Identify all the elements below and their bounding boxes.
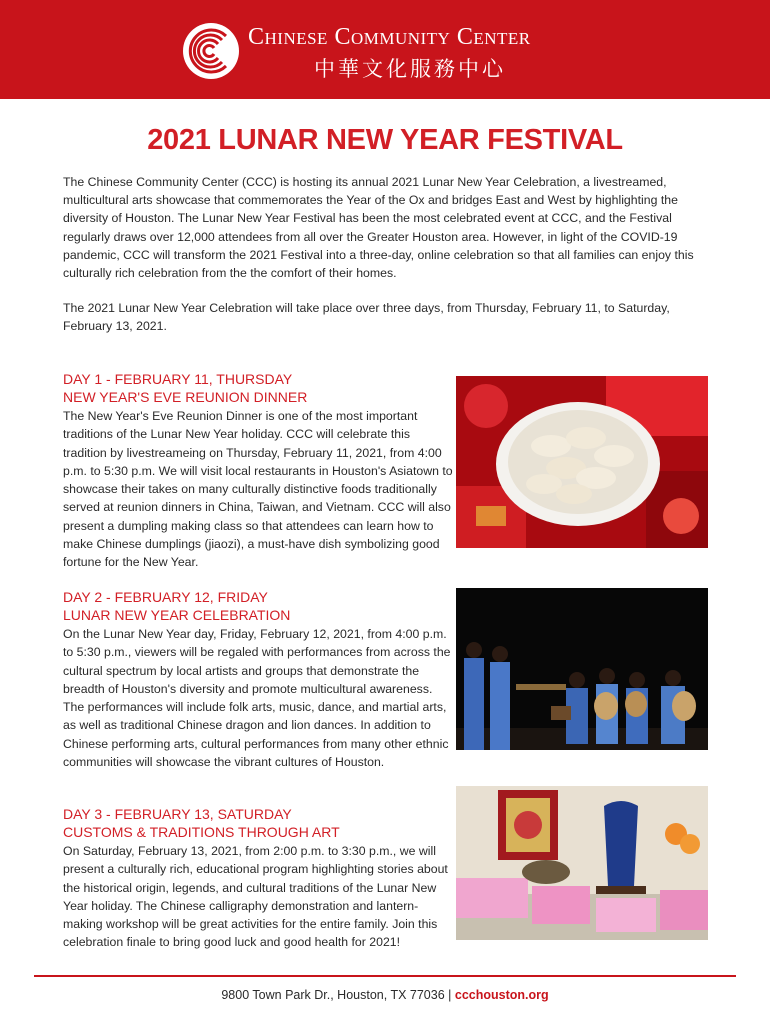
footer-address: 9800 Town Park Dr., Houston, TX 77036 <box>221 988 445 1002</box>
day3-date: DAY 3 - FEBRUARY 13, SATURDAY <box>63 806 292 822</box>
dumplings-photo <box>456 376 708 548</box>
footer-divider <box>34 975 736 977</box>
musicians-photo <box>456 588 708 750</box>
intro-paragraph: The Chinese Community Center (CCC) is hosting its annual 2021 Lunar New Year Celebration, a livestreamed, multicultural arts showcase that commemorates the Year of the Ox and bridges East and West by highlighting the diversity of Houston. The Lunar New Year Festival has been the most celebrated event at CCC, and the Festival regularly draws over 12,000 attendees from all over the Greater Houston area. However, in light of the COVID-19 pandemic, CCC will transform the 2021 Festival into a three-day, online celebration so that all families can enjoy this culturally rich celebration from the the comfort of their homes. <box>63 175 694 281</box>
day1-event-title: NEW YEAR'S EVE REUNION DINNER <box>63 389 308 405</box>
day2-description: On the Lunar New Year day, Friday, February 12, 2021, from 4:00 p.m. to 5:30 p.m., viewers will be regaled with performances from across the cultural spectrum by local artists and groups that demonstrate the breadth of Houston's diversity and promote multicultural awareness. The performances will include folk arts, music, dance, and martial arts, as well as traditional Chinese dragon and lion dances. In addition to Chinese performing arts, cultural performances from many other ethnic communities will showcase the vibrant cultures of Houston. <box>63 627 451 770</box>
page-title: 2021 LUNAR NEW YEAR FESTIVAL <box>147 124 623 156</box>
dates-paragraph: The 2021 Lunar New Year Celebration will take place over three days, from Thursday, February 11, to Saturday, February 13, 2021. <box>63 301 670 334</box>
header-banner <box>0 0 770 99</box>
footer-separator: | <box>448 988 452 1002</box>
day2-heading <box>63 588 453 624</box>
art-display-photo <box>456 786 708 940</box>
day3-event-title: CUSTOMS & TRADITIONS THROUGH ART <box>63 824 340 840</box>
day2-event-title: LUNAR NEW YEAR CELEBRATION <box>63 607 291 623</box>
footer <box>0 988 770 1002</box>
day1-heading <box>63 370 453 406</box>
org-name-chinese: 中華文化服務中心 <box>314 57 506 81</box>
day1-description: The New Year's Eve Reunion Dinner is one of the most important traditions of the Lunar New Year holiday. CCC will celebrate this tradition by livestreameing on Thursday, February 11, 2021, from 4:00 p.m. to 5:30 p.m. We will visit local restaurants in Houston's Asiatown to showcase their takes on many culturally distinctive foods traditionally served at reunion dinners in China, Taiwan, and Vietnam. CCC will also present a dumpling making class so that attendees can learn how to make Chinese dumplings (jiaozi), a must-have dish symbolizing good fortune for the New Year. <box>63 409 453 570</box>
footer-website-link[interactable]: ccchouston.org <box>454 988 549 1002</box>
org-name-english: Chinese Community Center <box>248 24 531 50</box>
day3-heading <box>63 805 453 841</box>
ccc-circle-logo-icon <box>182 22 240 80</box>
day2-date: DAY 2 - FEBRUARY 12, FRIDAY <box>63 589 268 605</box>
day1-date: DAY 1 - FEBRUARY 11, THURSDAY <box>63 371 293 387</box>
day3-description: On Saturday, February 13, 2021, from 2:00 p.m. to 3:30 p.m., we will present a culturally rich, educational program highlighting stories about the historical origin, legends, and cultural traditions of the Lunar New Year holiday. The Chinese calligraphy demonstration and lantern-making workshop will be great activities for the entire family. Join this celebration finale to bring good luck and good health for 2021! <box>63 844 448 950</box>
